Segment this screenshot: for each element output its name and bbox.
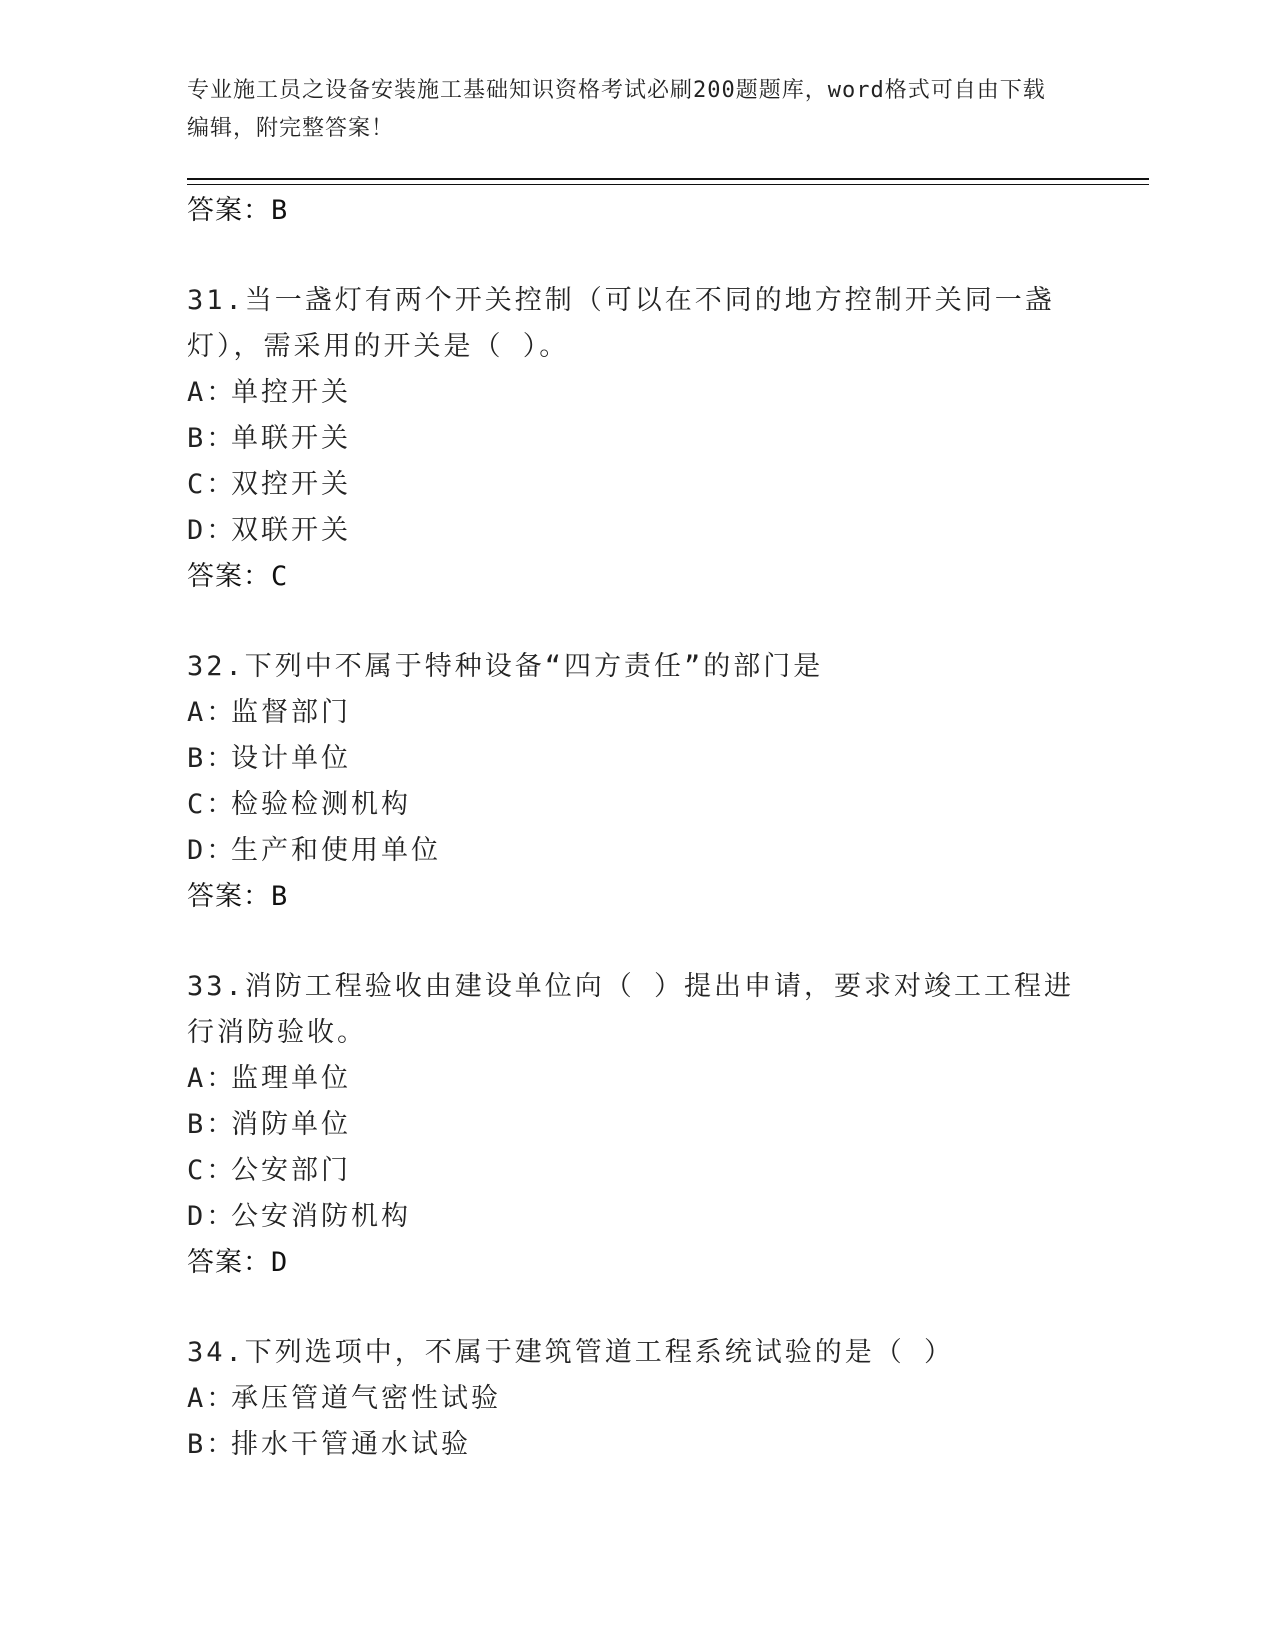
option-text: 生产和使用单位 bbox=[231, 835, 441, 866]
option-d bbox=[187, 508, 1077, 554]
option-text: 监理单位 bbox=[231, 1063, 351, 1094]
option-letter: B： bbox=[187, 1429, 237, 1460]
option-b bbox=[187, 1102, 1077, 1148]
option-text: 消防单位 bbox=[231, 1109, 351, 1140]
previous-answer bbox=[187, 188, 1077, 234]
question-content bbox=[187, 188, 1077, 1468]
header-rule-thick bbox=[187, 178, 1149, 180]
option-letter: D： bbox=[187, 1201, 237, 1232]
option-text: 单控开关 bbox=[231, 377, 351, 408]
option-letter: B： bbox=[187, 1109, 237, 1140]
option-letter: D： bbox=[187, 515, 237, 546]
question-text: 32.下列中不属于特种设备“四方责任”的部门是 bbox=[187, 651, 824, 682]
option-text: 排水干管通水试验 bbox=[231, 1429, 471, 1460]
option-b bbox=[187, 1422, 1077, 1468]
answer bbox=[187, 1240, 1077, 1286]
option-text: 双联开关 bbox=[231, 515, 351, 546]
question-33 bbox=[187, 964, 1077, 1286]
header-rule-thin bbox=[187, 184, 1149, 185]
option-b bbox=[187, 736, 1077, 782]
option-text: 监督部门 bbox=[231, 697, 351, 728]
option-letter: C： bbox=[187, 469, 237, 500]
answer-value: B bbox=[271, 881, 289, 912]
option-d bbox=[187, 828, 1077, 874]
option-text: 公安部门 bbox=[231, 1155, 351, 1186]
option-a bbox=[187, 370, 1077, 416]
answer-label: 答案： bbox=[187, 1247, 271, 1278]
option-letter: A： bbox=[187, 377, 237, 408]
option-letter: A： bbox=[187, 697, 237, 728]
option-text: 公安消防机构 bbox=[231, 1201, 411, 1232]
answer-label: 答案： bbox=[187, 881, 271, 912]
question-34 bbox=[187, 1330, 1077, 1468]
option-b bbox=[187, 416, 1077, 462]
option-letter: B： bbox=[187, 423, 237, 454]
option-text: 设计单位 bbox=[231, 743, 351, 774]
option-text: 承压管道气密性试验 bbox=[231, 1383, 501, 1414]
option-letter: A： bbox=[187, 1063, 237, 1094]
question-31 bbox=[187, 278, 1077, 600]
answer-value: D bbox=[271, 1247, 289, 1278]
option-c bbox=[187, 462, 1077, 508]
option-letter: C： bbox=[187, 789, 237, 820]
document-header: 专业施工员之设备安装施工基础知识资格考试必刷200题题库，word格式可自由下载编辑，附完整答案！ bbox=[187, 78, 1046, 141]
option-letter: A： bbox=[187, 1383, 237, 1414]
question-text: 34.下列选项中，不属于建筑管道工程系统试验的是（ ） bbox=[187, 1337, 955, 1368]
question-text: 33.消防工程验收由建设单位向（ ）提出申请，要求对竣工工程进行消防验收。 bbox=[187, 971, 1075, 1048]
option-letter: D： bbox=[187, 835, 237, 866]
question-32 bbox=[187, 644, 1077, 920]
option-a bbox=[187, 690, 1077, 736]
option-d bbox=[187, 1194, 1077, 1240]
option-letter: B： bbox=[187, 743, 237, 774]
option-c bbox=[187, 782, 1077, 828]
option-text: 单联开关 bbox=[231, 423, 351, 454]
option-a bbox=[187, 1056, 1077, 1102]
option-c bbox=[187, 1148, 1077, 1194]
answer-value: B bbox=[271, 195, 289, 226]
option-text: 检验检测机构 bbox=[231, 789, 411, 820]
answer bbox=[187, 874, 1077, 920]
option-a bbox=[187, 1376, 1077, 1422]
answer-value: C bbox=[271, 561, 289, 592]
answer-label: 答案： bbox=[187, 561, 271, 592]
option-letter: C： bbox=[187, 1155, 237, 1186]
answer-label: 答案： bbox=[187, 195, 271, 226]
option-text: 双控开关 bbox=[231, 469, 351, 500]
question-text: 31.当一盏灯有两个开关控制（可以在不同的地方控制开关同一盏灯），需采用的开关是（ ）。 bbox=[187, 285, 1055, 362]
answer bbox=[187, 554, 1077, 600]
